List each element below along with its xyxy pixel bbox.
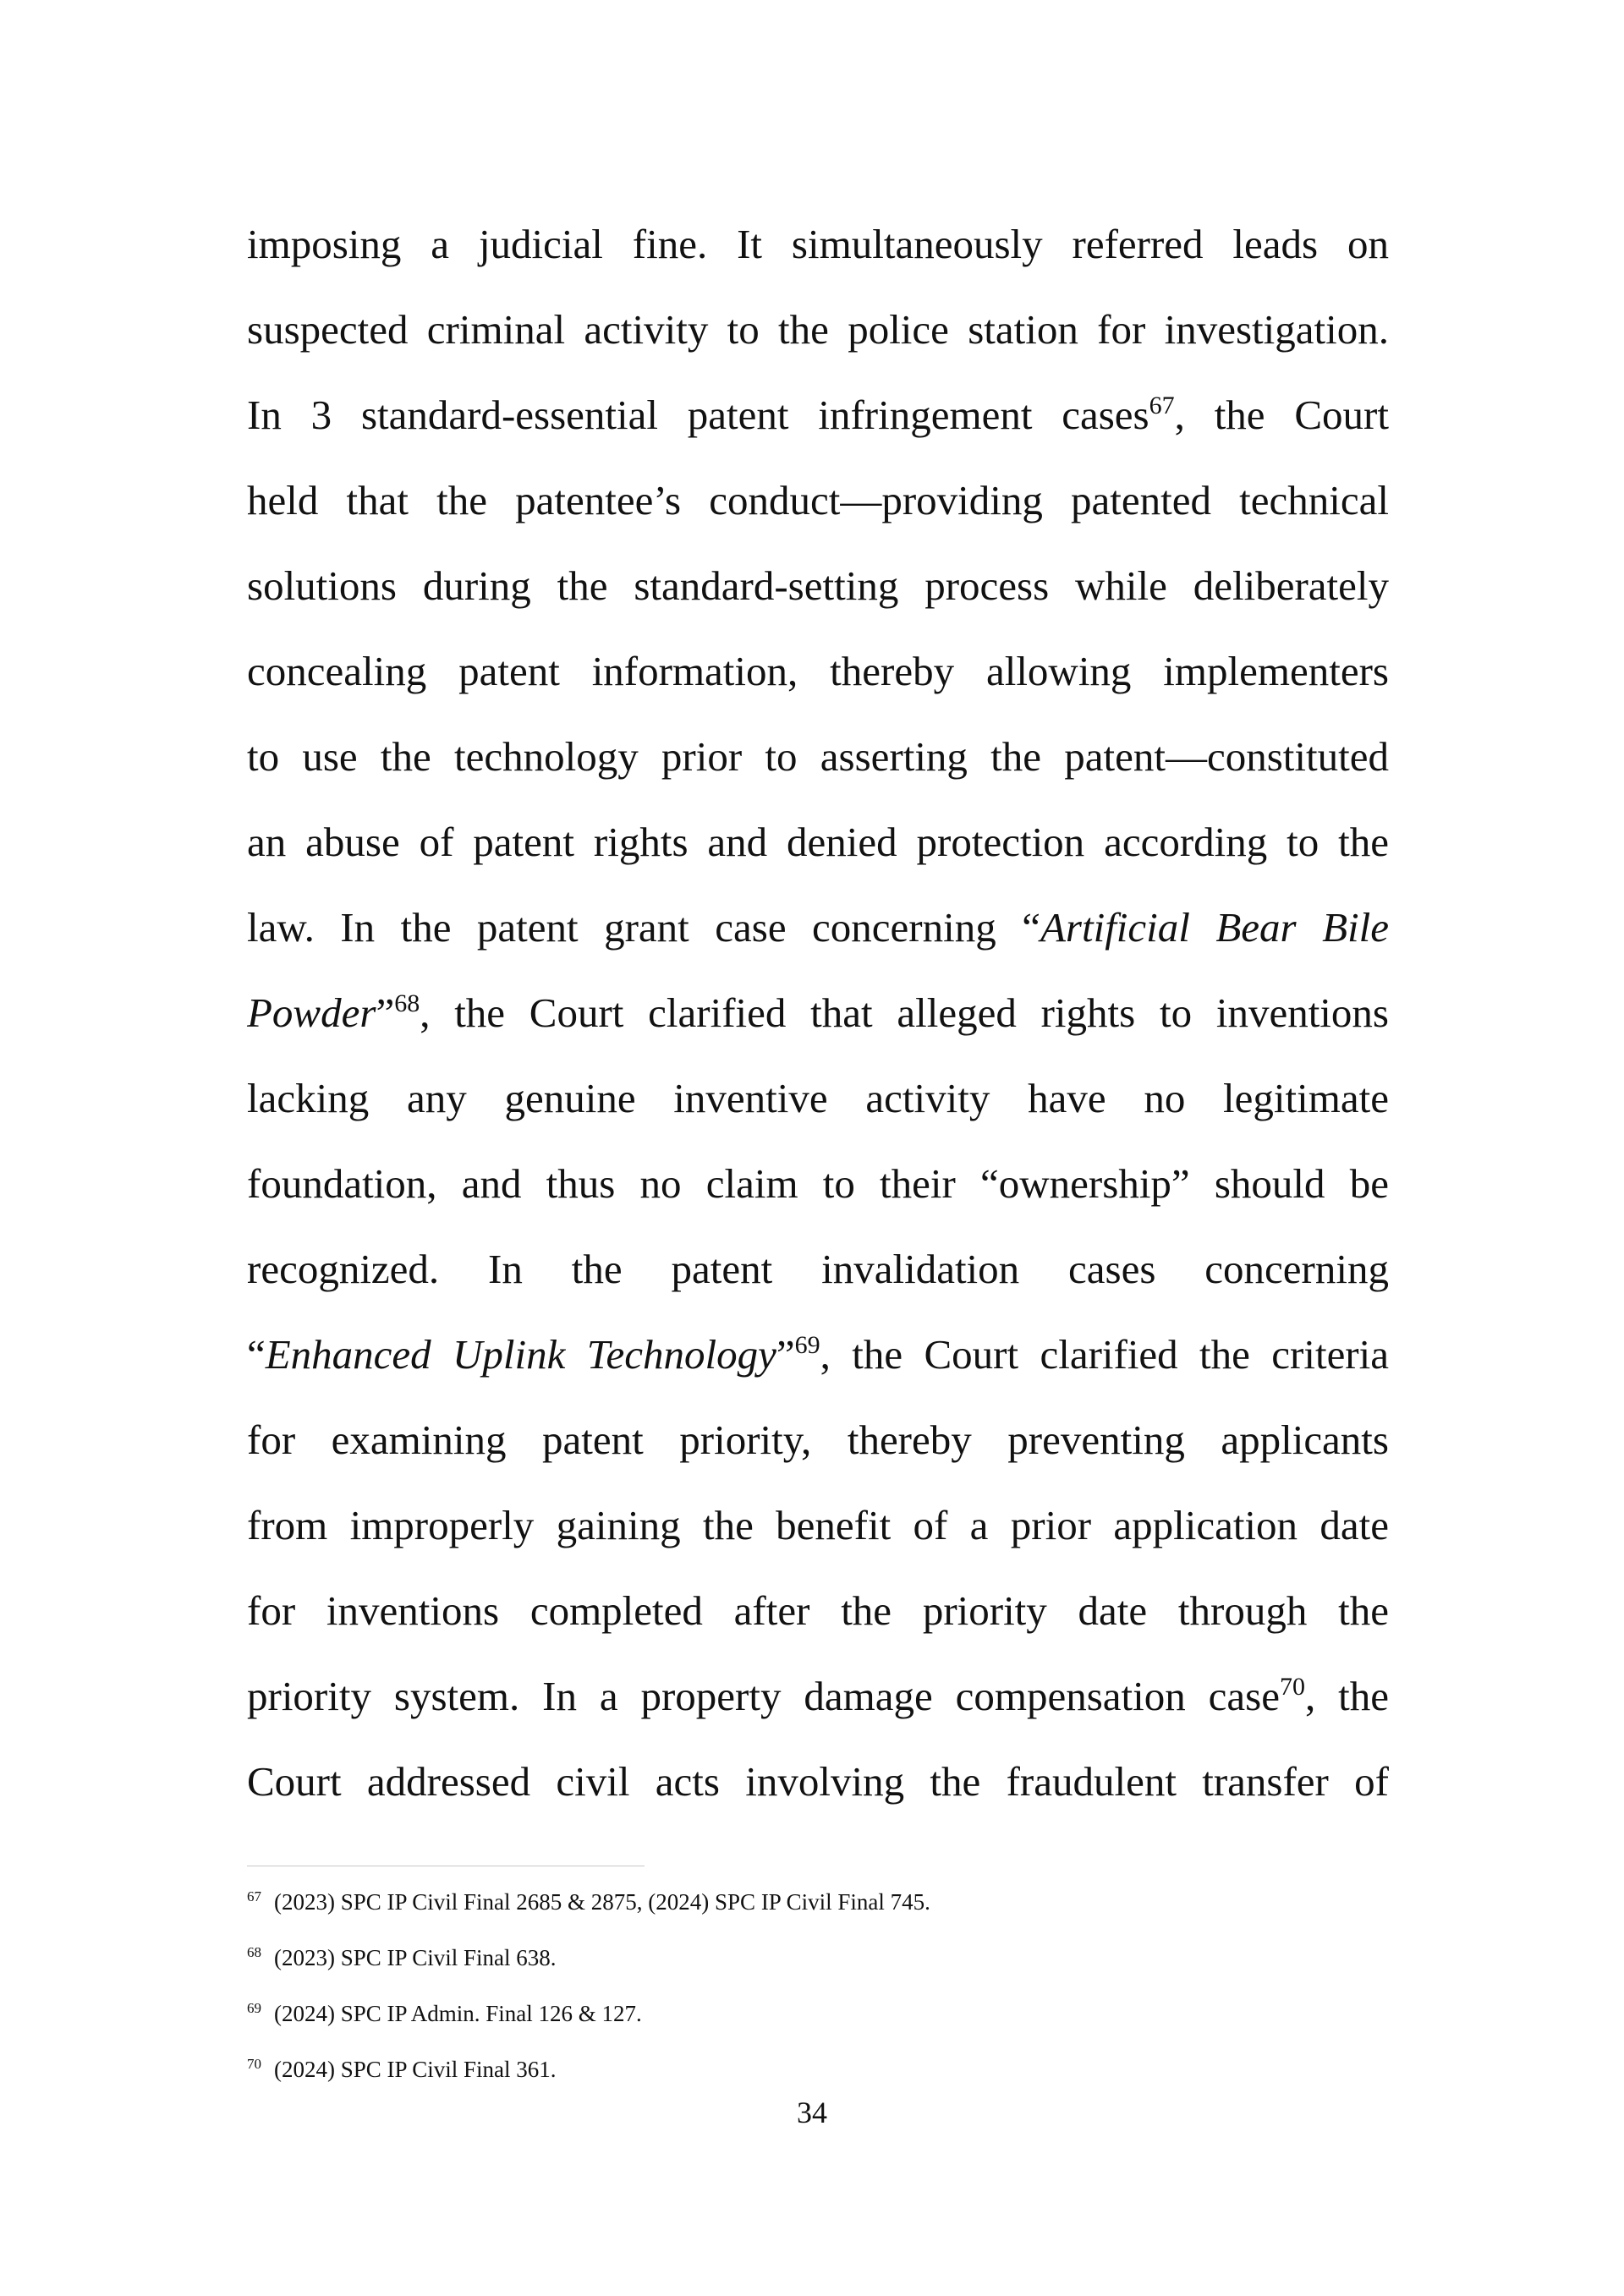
text-run: solutions during the standard-setting process while deliberately [247, 562, 1389, 609]
footnote-mark: 70 [247, 2056, 261, 2072]
text-run: recognized. In the patent invalidation cases concerning [247, 1246, 1389, 1292]
italic-case-name: Artificial Bear Bile [1040, 904, 1389, 951]
text-run: , the [1304, 1673, 1389, 1719]
footnote-70 [247, 2041, 1389, 2097]
text-line [247, 543, 1389, 628]
footnote-text: (2023) SPC IP Civil Final 2685 & 2875, (2024) SPC IP Civil Final 745. [274, 1889, 930, 1915]
footnote-mark: 67 [247, 1888, 261, 1904]
text-line [247, 1397, 1389, 1482]
text-line [247, 799, 1389, 885]
text-run: , the Court clarified that alleged rights to inventions [420, 989, 1389, 1036]
footnote-68 [247, 1930, 1389, 1986]
text-line [247, 287, 1389, 372]
text-line [247, 1312, 1389, 1397]
text-line [247, 1055, 1389, 1141]
footnote-text: (2024) SPC IP Civil Final 361. [274, 2057, 557, 2082]
text-line [247, 1226, 1389, 1312]
footnote-reference[interactable]: 70 [1279, 1673, 1305, 1701]
text-line [247, 1482, 1389, 1568]
italic-case-name: Powder [247, 989, 376, 1036]
footnote-text: (2023) SPC IP Civil Final 638. [274, 1945, 557, 1970]
text-line [247, 1739, 1389, 1824]
text-line [247, 714, 1389, 799]
text-line [247, 885, 1389, 970]
footnotes-section [247, 1874, 1389, 2097]
text-run: held that the patentee’s conduct—providing patented technical [247, 477, 1389, 523]
body-paragraph [247, 201, 1389, 1824]
footnote-mark: 69 [247, 2000, 261, 2016]
text-run: for examining patent priority, thereby preventing applicants [247, 1417, 1389, 1463]
text-run: lacking any genuine inventive activity have no legitimate [247, 1075, 1389, 1121]
text-line [247, 458, 1389, 543]
italic-case-name: Enhanced Uplink Technology [265, 1331, 776, 1378]
footnote-reference[interactable]: 67 [1149, 392, 1175, 419]
text-run: ” [776, 1331, 795, 1378]
text-run: suspected criminal activity to the police station for investigation. [247, 306, 1389, 353]
text-run: to use the technology prior to asserting the patent—constituted [247, 733, 1389, 780]
footnote-mark: 68 [247, 1944, 261, 1960]
text-run: foundation, and thus no claim to their “ownership” should be [247, 1160, 1389, 1207]
footnote-text: (2024) SPC IP Admin. Final 126 & 127. [274, 2001, 642, 2026]
footnote-69 [247, 1986, 1389, 2041]
text-run: priority system. In a property damage compensation case [247, 1673, 1280, 1719]
text-line [247, 970, 1389, 1055]
text-line [247, 372, 1389, 458]
footnote-67 [247, 1874, 1389, 1930]
text-run: an abuse of patent rights and denied protection according to the [247, 819, 1389, 865]
text-run: “ [247, 1331, 266, 1378]
page-number: 34 [797, 2096, 827, 2129]
text-run: , the Court clarified the criteria [820, 1331, 1389, 1378]
text-run: concealing patent information, thereby allowing implementers [247, 648, 1389, 694]
text-run: ” [376, 989, 395, 1036]
text-run: from improperly gaining the benefit of a prior application date [247, 1502, 1389, 1548]
text-line [247, 201, 1389, 287]
text-line [247, 1653, 1389, 1739]
text-run: imposing a judicial fine. It simultaneously referred leads on [247, 221, 1389, 267]
text-run: , the Court [1174, 392, 1389, 438]
text-line [247, 1141, 1389, 1226]
footnote-reference[interactable]: 69 [794, 1331, 820, 1359]
text-run: In 3 standard-essential patent infringement cases [247, 392, 1149, 438]
text-line [247, 628, 1389, 714]
text-line [247, 1568, 1389, 1653]
text-run: law. In the patent grant case concerning “ [247, 904, 1040, 951]
text-run: for inventions completed after the priority date through the [247, 1587, 1389, 1634]
text-run: Court addressed civil acts involving the fraudulent transfer of [247, 1758, 1389, 1805]
footnote-reference[interactable]: 68 [394, 989, 420, 1017]
